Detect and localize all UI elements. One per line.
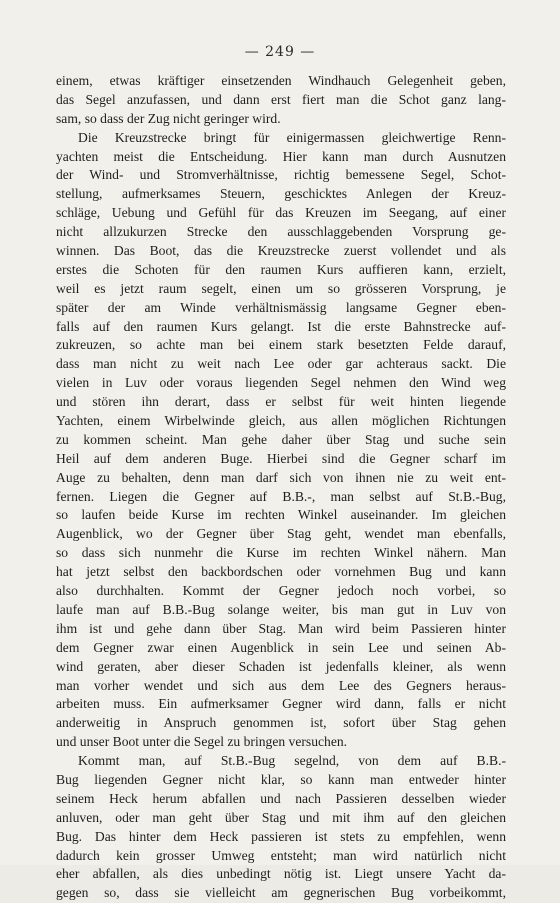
text-line: zukreuzen, so achte man bei einem stark besetzten Felde darauf, [56,337,506,353]
text-line: der Wind- und Stromverhältnisse, richtig bemessene Segel, Schot- [56,167,506,183]
text-line: yachten meist die Entscheidung. Hier kann man durch Ausnutzen [56,148,506,164]
text-line: arbeiten muss. Ein aufmerksamer Gegner wird dann, falls er nicht [56,696,506,712]
text-line: Augenblick, wo der Gegner über Stag geht, wendet man ebenfalls, [56,526,506,542]
text-line: zu kommen scheint. Man gehe daher über Stag und suche sein [56,431,506,447]
text-line: seinem Heck herum abfallen und nach Passieren desselben wieder [56,790,506,806]
text-line: hat jetzt selbst den backbordschen oder vornehmen Bug und kann [56,564,506,580]
text-line: nicht allzukurzen Strecke den ausschlaggebenden Vorsprung ge- [56,224,506,240]
text-line: dem Gegner zwar einen Augenblick in sein Lee und seinen Ab- [56,639,506,655]
text-line: winnen. Das Boot, das die Kreuzstrecke zuerst vollendet und als [56,243,506,259]
text-line: stellung, aufmerksames Steuern, geschicktes Anlegen der Kreuz- [56,186,506,202]
text-line: so laufen beide Kurse im rechten Winkel auseinander. Im gleichen [56,507,506,523]
text-line: weil es jetzt raum segelt, einen um so grösseren Vorsprung, je [56,280,506,296]
text-line: gegen so, dass sie vielleicht am gegnerischen Bug vorbeikommt, [56,885,506,901]
text-line: eher abfallen, als dies unbedingt nötig ist. Liegt unsere Yacht da- [56,866,506,882]
text-line: einem, etwas kräftiger einsetzenden Windhauch Gelegenheit geben, [56,73,506,88]
text-line: so dass sich nunmehr die Kurse im rechten Winkel nähern. Man [56,545,506,561]
text-line: falls auf den raumen Kurs gelangt. Ist die erste Bahnstrecke auf- [56,318,506,334]
text-line: fernen. Liegen die Gegner auf B.B.-, man selbst auf St.B.-Bug, [56,488,506,504]
text-line: Yachten, einem Wirbelwinde gleich, aus allen möglichen Richtungen [56,413,506,429]
text-line: das Segel anzufassen, und dann erst fiert man die Schot ganz lang- [56,91,506,107]
text-line: später der am Winde verhältnismässig langsame Gegner eben- [56,299,506,315]
text-line: schläge, Uebung und Gefühl für das Kreuzen im Seegang, auf einer [56,205,506,221]
text-line: Die Kreuzstrecke bringt für einigermassen gleichwertige Renn- [78,129,506,145]
text-line: anluven, oder man geht über Stag und mit ihm auf den gleichen [56,809,506,825]
text-line: sam, so dass der Zug nicht geringer wird. [56,110,281,126]
text-line: und unser Boot unter die Segel zu bringen versuchen. [56,734,348,750]
text-line: ihm ist und gehe dann über Stag. Man wird beim Passieren hinter [56,620,506,636]
text-line: dadurch kein grosser Umweg entsteht; man wird natürlich nicht [56,847,506,863]
text-line: anderweitig in Anspruch genommen ist, sofort über Stag gehen [56,715,506,731]
text-line: und stören ihn derart, dass er selbst für weit hinten liegende [56,394,506,410]
text-line: vielen in Luv oder voraus liegenden Segel nehmen den Wind weg [56,375,506,391]
page-number: — 249 — [244,44,316,60]
text-line: laufe man auf B.B.-Bug solange weiter, bis man gut in Luv von [56,601,506,617]
text-line: dass man nicht zu weit nach Lee oder gar achteraus sackt. Die [56,356,506,372]
text-line: Kommt man, auf St.B.-Bug segelnd, von dem auf B.B.- [78,753,506,769]
text-line: man vorher wendet und sich aus dem Lee des Gegners heraus- [56,677,506,693]
text-line: Bug liegenden Gegner nicht klar, so kann man entweder hinter [56,771,506,787]
text-line: Heil auf dem anderen Buge. Hierbei sind die Gegner scharf im [56,450,506,466]
body-text [56,72,506,903]
text-line: Auge zu behalten, denn man darf sich von ihnen nie zu weit ent- [56,469,506,485]
text-line: Bug. Das hinter dem Heck passieren ist stets zu empfehlen, wenn [56,828,506,844]
text-line: also durchhalten. Kommt der Gegner jedoch noch vorbei, so [56,583,506,599]
text-line: wind geraten, aber dieser Schaden ist jedenfalls kleiner, als wenn [56,658,506,674]
text-line: erstes die Schoten für den raumen Kurs auffieren kann, erzielt, [56,261,506,277]
